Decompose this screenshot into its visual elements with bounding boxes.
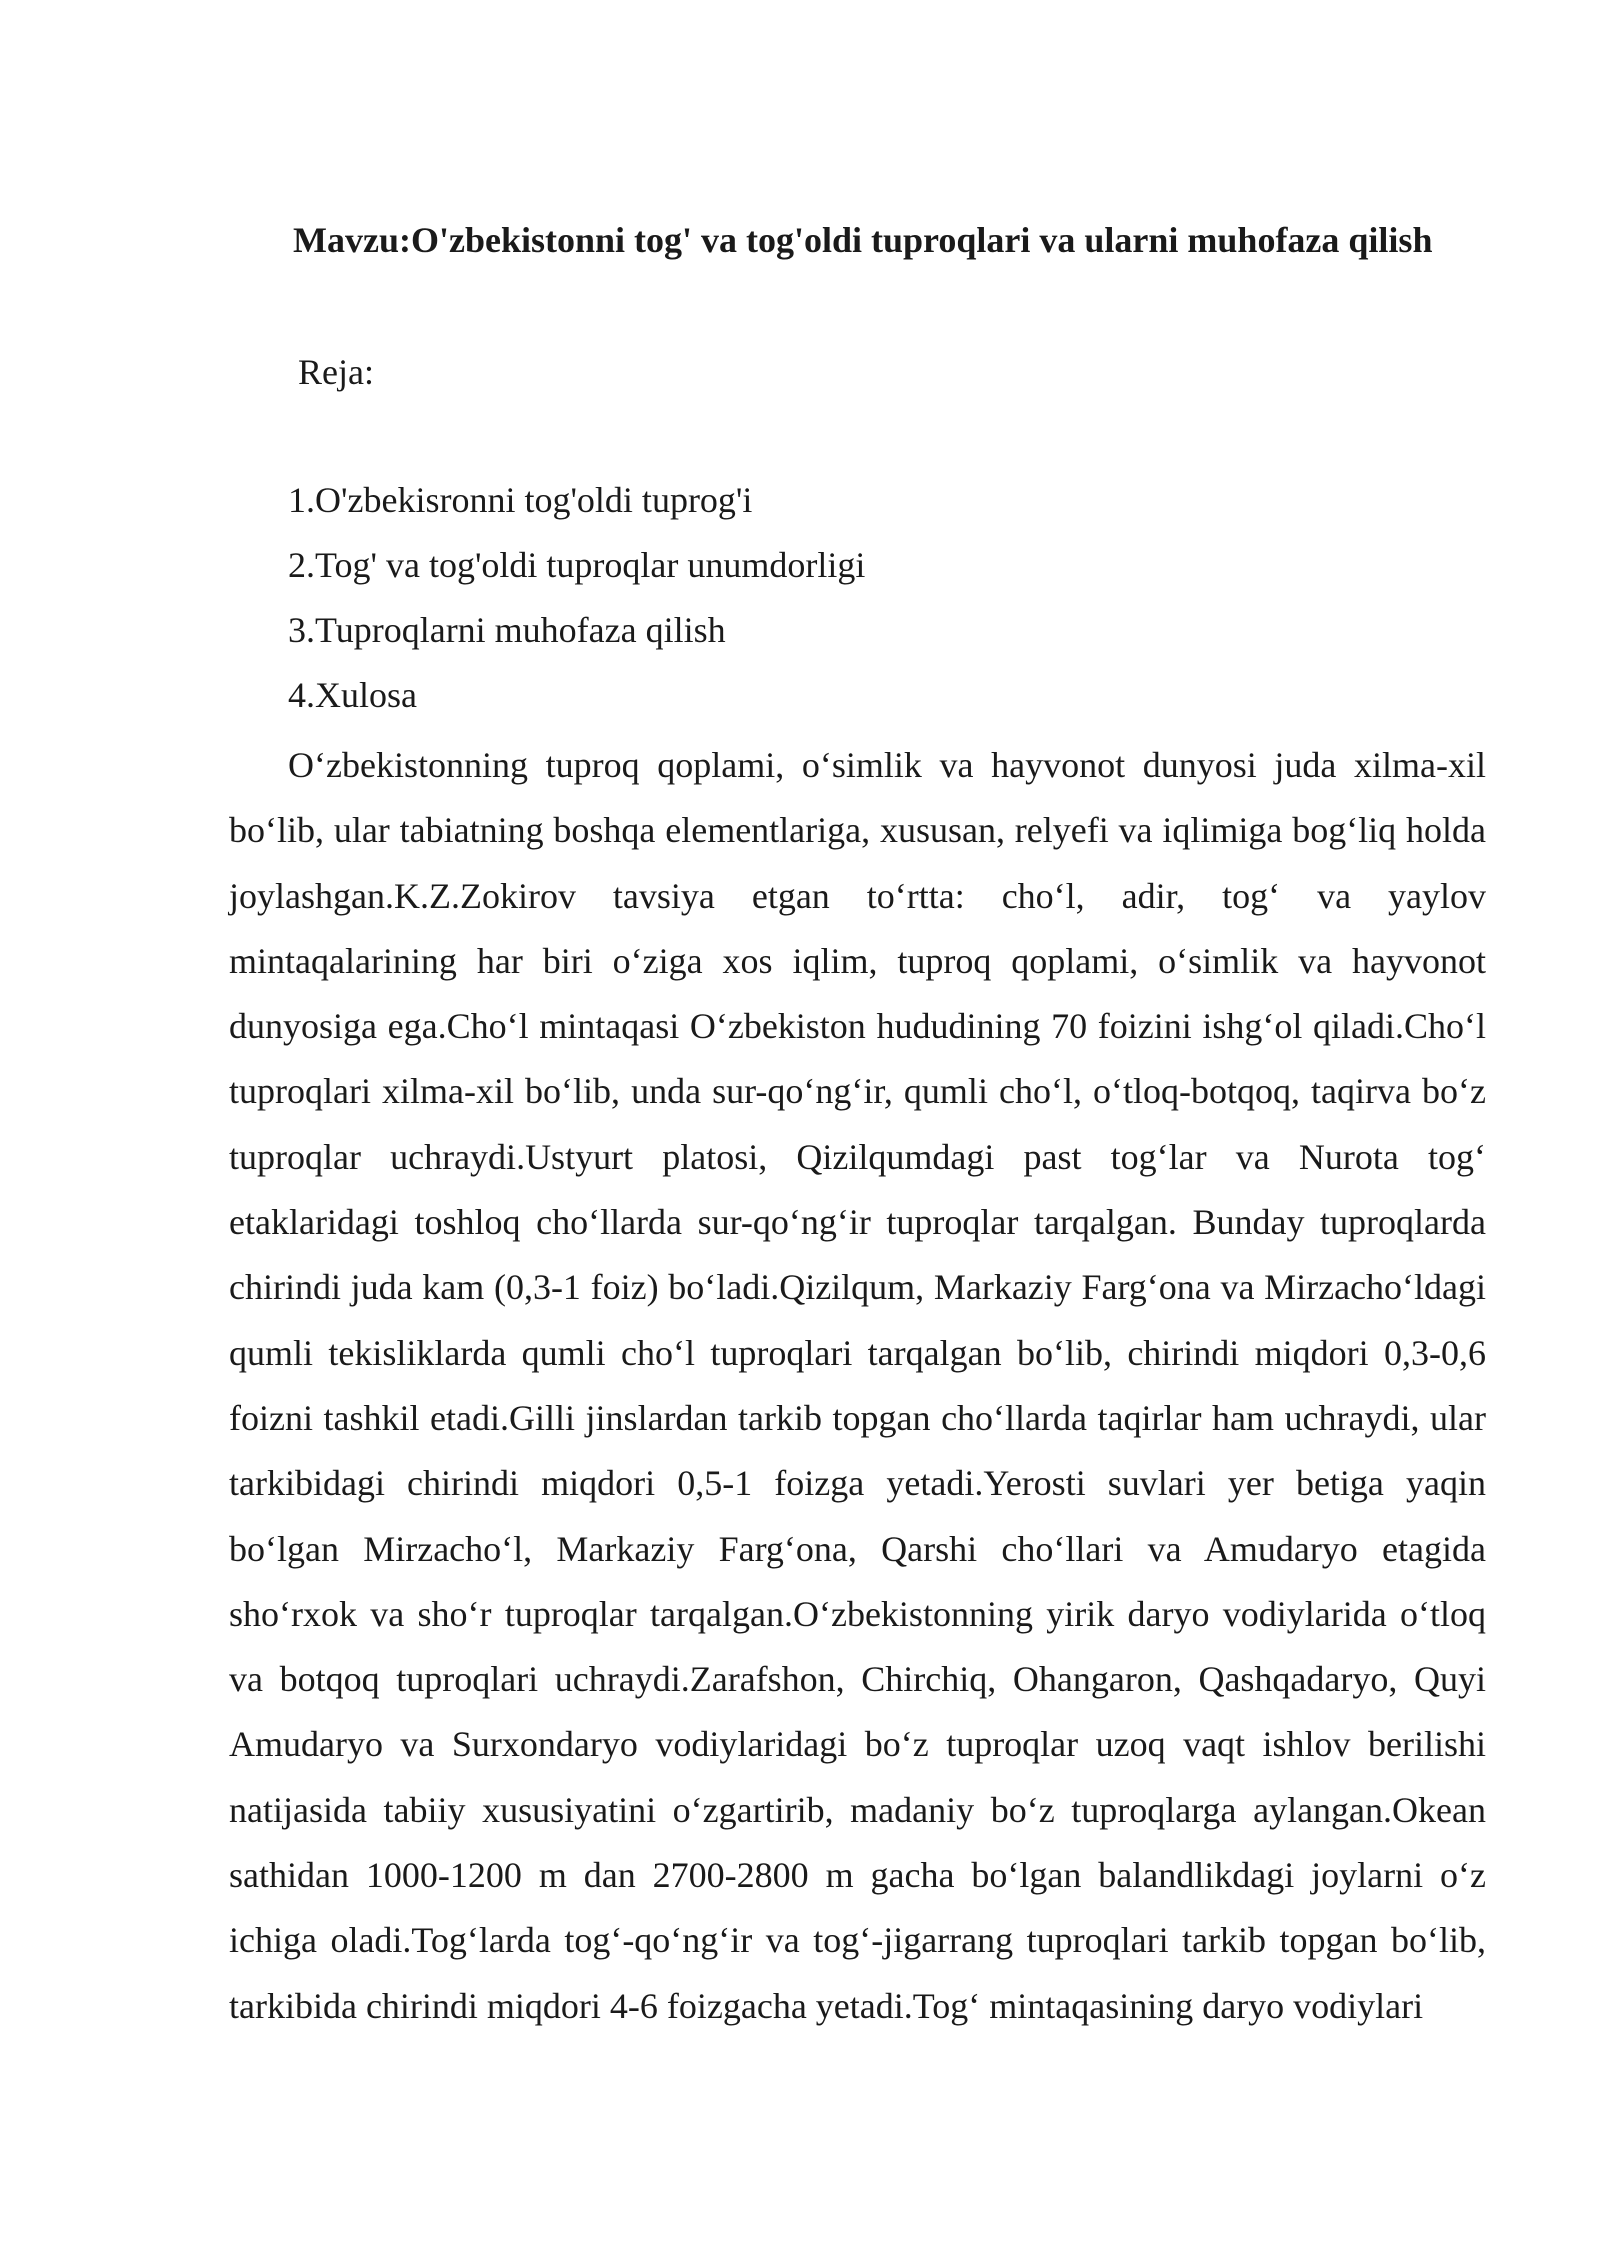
body-paragraph: O‘zbekistonning tuproq qoplami, o‘simlik va hayvonot dunyosi juda xilma-xil bo‘lib, ular tabiatning boshqa elementlariga, xususan, relyefi va iqlimiga bog‘liq holda joylashgan.K.Z.Zokirov tavsiya etgan to‘rtta: cho‘l, adir, tog‘ va yaylov mintaqalarining har biri o‘ziga xos iqlim, tuproq qoplami, o‘simlik va hayvonot dunyosiga ega.Cho‘l mintaqasi O‘zbekiston hududining 70 foizini ishg‘ol qiladi.Cho‘l tuproqlari xilma-xil bo‘lib, unda sur-qo‘ng‘ir, qumli cho‘l, o‘tloq-botqoq, taqirva bo‘z tuproqlar uchraydi.Ustyurt platosi, Qizilqumdagi past tog‘lar va Nurota tog‘ etaklaridagi toshloq cho‘llarda sur-qo‘ng‘ir tuproqlar tarqalgan. Bunday tuproqlarda chirindi juda kam (0,3-1 foiz) bo‘ladi.Qizilqum, Markaziy Farg‘ona va Mirzacho‘ldagi qumli tekisliklarda qumli cho‘l tuproqlari tarqalgan bo‘lib, chirindi miqdori 0,3-0,6 foizni tashkil etadi.Gilli jinslardan tarkib topgan cho‘llarda taqirlar ham uchraydi, ular tarkibidagi chirindi miqdori 0,5-1 foizga yetadi.Yerosti suvlari yer betiga yaqin bo‘lgan Mirzacho‘l, Markaziy Farg‘ona, Qarshi cho‘llari va Amudaryo etagida sho‘rxok va sho‘r tuproqlar tarqalgan.O‘zbekistonning yirik daryo vodiylarida o‘tloq va botqoq tuproqlari uchraydi.Zarafshon, Chirchiq, Ohangaron, Qashqadaryo, Quyi Amudaryo va Surxondaryo vodiylaridagi bo‘z tuproqlar uzoq vaqt ishlov berilishi natijasida tabiiy xususiyatini o‘zgartirib, madaniy bo‘z tuproqlarga aylangan.Okean sathidan 1000-1200 m dan 2700-2800 m gacha bo‘lgan balandlikdagi joylarni o‘z ichiga oladi.Tog‘larda tog‘-qo‘ng‘ir va tog‘-jigarrang tuproqlari tarkib topgan bo‘lib, tarkibida chirindi miqdori 4-6 foizgacha yetadi.Tog‘ mintaqasining daryo vodiylari: [229, 745, 1486, 2026]
plan-list: [288, 476, 865, 736]
document-title: Mavzu:O'zbekistonni tog' va tog'oldi tuproqlari va ularni muhofaza qilish: [293, 220, 1433, 260]
plan-item: 1.O'zbekisronni tog'oldi tuprog'i: [288, 480, 753, 520]
plan-item: 2.Tog' va tog'oldi tuproqlar unumdorligi: [288, 545, 866, 585]
plan-item: 4.Xulosa: [288, 675, 417, 715]
plan-item: 3.Tuproqlarni muhofaza qilish: [288, 610, 726, 650]
plan-heading: Reja:: [298, 352, 374, 392]
